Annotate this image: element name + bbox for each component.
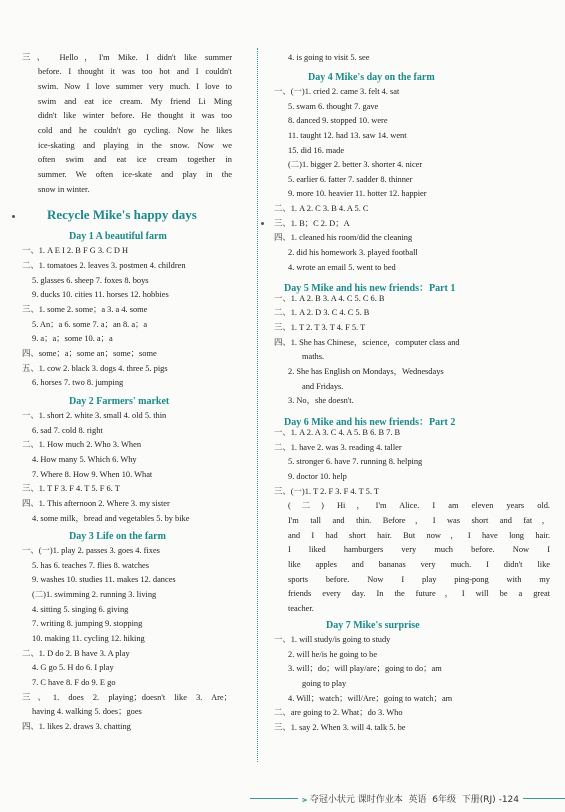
footer-page-number: -124: [498, 795, 519, 805]
answer-line: 四、some；a；some an；some；some: [22, 349, 157, 358]
answer-line: 一、1. will study/is going to study: [274, 635, 391, 644]
answer-line: 9. doctor 10. help: [288, 472, 347, 481]
answer-line: 11. taught 12. had 13. saw 14. went: [288, 131, 407, 140]
footer-volume: 下册(RJ): [461, 795, 496, 805]
answer-line: 一、(一)1. play 2. passes 3. goes 4. fixes: [22, 546, 160, 555]
answer-line: 6. horses 7. two 8. jumping: [32, 378, 124, 387]
section-heading: Day 3 Life on the farm: [69, 531, 166, 542]
answer-line: teacher.: [288, 604, 314, 613]
answer-line: I'm tall and thin. Before，I was short and fat，: [288, 516, 550, 525]
answer-line: 6. sad 7. cold 8. right: [32, 426, 103, 435]
answer-line: 三、(一)1. T 2. F 3. F 4. T 5. T: [274, 487, 380, 496]
answer-line: summer. We often ice-skate and play in the: [38, 170, 232, 179]
answer-line: ice-skating and playing in the snow. Now we: [38, 141, 232, 150]
answer-line: 10. making 11. cycling 12. hiking: [32, 634, 145, 643]
answer-line: 三、1. B；C 2. D；A: [274, 219, 350, 228]
answer-line: 一、1. A E I 2. B F G 3. C D H: [22, 246, 129, 255]
answer-line: often swim and eat ice cream together in: [38, 155, 232, 164]
margin-mark: [261, 222, 264, 225]
answer-line: 三、1. does 2. playing；doesn't like 3. Are；: [22, 693, 232, 702]
answer-line: (二) Hi，I'm Alice. I am eleven years old.: [288, 501, 550, 510]
answer-line: 5. stronger 6. have 7. running 8. helping: [288, 457, 423, 466]
section-heading: Day 6 Mike and his new friends：Part 2: [284, 417, 456, 428]
answer-line: 三、 Hello，I'm Mike. I didn't like summer: [22, 53, 232, 62]
answer-line: 7. Where 8. How 9. When 10. What: [32, 470, 153, 479]
answer-line: 4. sitting 5. singing 6. giving: [32, 605, 129, 614]
footer-grade: 6年级: [432, 795, 457, 805]
answer-line: 一、1. A 2. A 3. C 4. A 5. B 6. B 7. B: [274, 428, 401, 437]
answer-line: friends every day. In the future，I will be a great: [288, 589, 550, 598]
answer-line: didn't like winter before. He thought it was too: [38, 111, 232, 120]
answer-line: 三、1. T F 3. F 4. T 5. F 6. T: [22, 484, 120, 493]
answer-line: having 4. walking 5. does；goes: [32, 707, 142, 716]
answer-line: 二、1. A 2. C 3. B 4. A 5. C: [274, 204, 369, 213]
answer-line: 5. An；a 6. some 7. a；an 8. a；a: [32, 320, 148, 329]
answer-line: 4. How many 5. Which 6. Why: [32, 455, 137, 464]
footer-subject: 英语: [408, 795, 427, 805]
answer-line: 9. ducks 10. cities 11. horses 12. hobbies: [32, 290, 169, 299]
answer-line: 五、1. cow 2. black 3. dogs 4. three 5. pigs: [22, 364, 168, 373]
answer-line: 5. swam 6. thought 7. gave: [288, 102, 379, 111]
answer-line: (二)1. bigger 2. better 3. shorter 4. nicer: [288, 160, 423, 169]
answer-line: 三、1. T 2. T 3. T 4. F 5. T: [274, 323, 366, 332]
answer-line: 四、1. cleaned his room/did the cleaning: [274, 233, 413, 242]
answer-line: 一、(一)1. cried 2. came 3. felt 4. sat: [274, 87, 400, 96]
answer-line: 4. some milk，bread and vegetables 5. by bike: [32, 514, 190, 523]
section-heading: Day 2 Farmers' market: [69, 396, 170, 407]
answer-line: 5. earlier 6. fatter 7. sadder 8. thinner: [288, 175, 413, 184]
answer-line: 4. wrote an email 5. went to bed: [288, 263, 396, 272]
answer-line: 四、1. likes 2. draws 3. chatting: [22, 722, 131, 731]
answer-line: 二、1. have 2. was 3. reading 4. taller: [274, 443, 402, 452]
answer-line: 9. more 10. heavier 11. hotter 12. happier: [288, 189, 427, 198]
section-heading: Day 1 A beautiful farm: [69, 231, 167, 242]
answer-line: and Fridays.: [302, 382, 344, 391]
answer-line: and I had short hair. But now，I have long hair.: [288, 531, 550, 540]
answer-line: 3. will；do；will play/are；going to do；am: [288, 664, 442, 673]
column-divider: [257, 48, 258, 762]
answer-line: cold and he couldn't go cycling. Now he likes: [38, 126, 232, 135]
answer-line: 一、1. short 2. white 3. small 4. old 5. thin: [22, 411, 167, 420]
answer-line: 一、1. A 2. B 3. A 4. C 5. C 6. B: [274, 294, 385, 303]
answer-line: going to play: [302, 679, 347, 688]
answer-line: 二、1. How much 2. Who 3. When: [22, 440, 142, 449]
answer-line: 7. C have 8. F do 9. E go: [32, 678, 116, 687]
answer-line: 2. She has English on Mondays，Wednesdays: [288, 367, 444, 376]
answer-line: 二、are going to 2. What；do 3. Who: [274, 708, 403, 717]
answer-line: 二、1. D do 2. B have 3. A play: [22, 649, 130, 658]
answer-line: 9. washes 10. studies 11. makes 12. dances: [32, 575, 176, 584]
answer-line: 二、1. A 2. D 3. C 4. C 5. B: [274, 308, 370, 317]
footer-brand: 夺冠小状元: [309, 795, 355, 805]
answer-line: snow in winter.: [38, 185, 90, 194]
section-heading: Day 5 Mike and his new friends：Part 1: [284, 283, 456, 294]
answer-line: 5. has 6. teaches 7. flies 8. watches: [32, 561, 149, 570]
answer-line: 四、1. This afternoon 2. Where 3. my sister: [22, 499, 170, 508]
footer-arrow-icon: ⪫: [301, 795, 308, 805]
answer-line: like apples and bananas very much. I didn't like: [288, 560, 550, 569]
answer-line: 9. a；a；some 10. a；a: [32, 334, 113, 343]
answer-line: 7. writing 8. jumping 9. stopping: [32, 619, 143, 628]
section-heading: Day 4 Mike's day on the farm: [308, 72, 435, 83]
page-footer: [0, 790, 565, 808]
footer-text: [298, 792, 523, 805]
answer-line: 三、1. some 2. some；a 3. a 4. some: [22, 305, 148, 314]
answer-line: 15. did 16. made: [288, 146, 345, 155]
margin-mark: [12, 215, 15, 218]
answer-line: 2. will he/is he going to be: [288, 650, 378, 659]
section-heading: Day 7 Mike's surprise: [326, 620, 420, 631]
answer-line: (二)1. swimming 2. running 3. living: [32, 590, 157, 599]
answer-line: 2. did his homework 3. played football: [288, 248, 418, 257]
answer-line: swim and eat ice cream. My friend Li Ming: [38, 97, 232, 106]
answer-line: 4. Will；watch；will/Are；going to watch；am: [288, 694, 453, 703]
answer-line: sports before. Now I play ping-pong with my: [288, 575, 550, 584]
answer-line: 4. G go 5. H do 6. I play: [32, 663, 114, 672]
answer-line: before. I thought it was too hot and I couldn't: [38, 67, 232, 76]
page-number: 124: [501, 795, 519, 805]
footer-series: 课时作业本: [357, 795, 403, 805]
answer-line: 8. danced 9. stopped 10. were: [288, 116, 388, 125]
unit-title: Recycle Mike's happy days: [47, 207, 197, 222]
answer-line: maths.: [302, 352, 325, 361]
answer-line: 二、1. tomatoes 2. leaves 3. postmen 4. children: [22, 261, 186, 270]
answer-line: 3. No，she doesn't.: [288, 396, 354, 405]
answer-line: 三、1. say 2. When 3. will 4. talk 5. be: [274, 723, 406, 732]
answer-line: 4. is going to visit 5. see: [288, 53, 370, 62]
answer-line: 四、1. She has Chinese，science，computer class and: [274, 338, 460, 347]
answer-line: 5. glasses 6. sheep 7. foxes 8. boys: [32, 276, 149, 285]
answer-line: swim. Now I love summer very much. I love to: [38, 82, 232, 91]
answer-line: I liked hamburgers very much before. Now I: [288, 545, 550, 554]
